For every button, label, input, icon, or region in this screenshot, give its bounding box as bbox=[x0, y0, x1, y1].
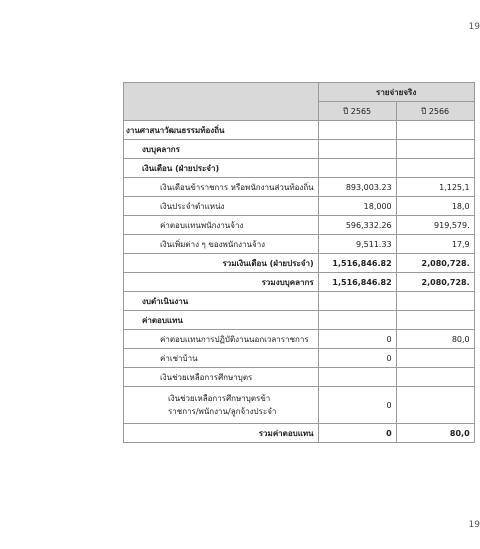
header-actual-expenditure: รายจ่ายจริง bbox=[318, 83, 474, 102]
row-label: เงินช่วยเหลือการศึกษาบุตร bbox=[124, 368, 319, 387]
value-2566: 18,0 bbox=[396, 197, 474, 216]
value-2566 bbox=[396, 368, 474, 387]
table-row bbox=[124, 159, 475, 178]
row-label: งานศาสนาวัฒนธรรมท้องถิ่น bbox=[124, 121, 319, 140]
table-row bbox=[124, 368, 475, 387]
value-2566 bbox=[396, 311, 474, 330]
value-2566: 17,9 bbox=[396, 235, 474, 254]
value-2565 bbox=[318, 159, 396, 178]
row-label: เงินเดือนข้าราชการ หรือพนักงานส่วนท้องถิ่น bbox=[124, 178, 319, 197]
row-label: รวมค่าตอบแทน bbox=[124, 424, 319, 443]
row-label: เงินประจำตำแหน่ง bbox=[124, 197, 319, 216]
row-label bbox=[124, 387, 319, 424]
value-2565: 0 bbox=[318, 387, 396, 424]
row-label: เงินเดือน (ฝ่ายประจำ) bbox=[124, 159, 319, 178]
table-row bbox=[124, 292, 475, 311]
value-2565 bbox=[318, 311, 396, 330]
value-2566: 1,125,1 bbox=[396, 178, 474, 197]
header-year-2565: ปี 2565 bbox=[318, 102, 396, 121]
value-2565: 18,000 bbox=[318, 197, 396, 216]
value-2565: 1,516,846.82 bbox=[318, 254, 396, 273]
page-number-bottom: 19 bbox=[468, 520, 480, 530]
value-2565 bbox=[318, 121, 396, 140]
value-2566 bbox=[396, 159, 474, 178]
value-2566: 2,080,728. bbox=[396, 254, 474, 273]
value-2566 bbox=[396, 349, 474, 368]
value-2566 bbox=[396, 292, 474, 311]
value-2565 bbox=[318, 292, 396, 311]
row-label: รวมงบบุคลากร bbox=[124, 273, 319, 292]
table-row bbox=[124, 349, 475, 368]
value-2566 bbox=[396, 140, 474, 159]
row-label: ค่าเช่าบ้าน bbox=[124, 349, 319, 368]
row-label: รวมเงินเดือน (ฝ่ายประจำ) bbox=[124, 254, 319, 273]
header-row-group bbox=[124, 83, 475, 102]
table-row bbox=[124, 311, 475, 330]
table-row bbox=[124, 216, 475, 235]
table-row bbox=[124, 140, 475, 159]
value-2565 bbox=[318, 368, 396, 387]
value-2566: 919,579. bbox=[396, 216, 474, 235]
value-2566 bbox=[396, 387, 474, 424]
subtotal-row bbox=[124, 254, 475, 273]
table-row bbox=[124, 121, 475, 140]
row-label: ค่าตอบแทนพนักงานจ้าง bbox=[124, 216, 319, 235]
table-row bbox=[124, 235, 475, 254]
value-2565: 0 bbox=[318, 330, 396, 349]
row-label: งบบุคลากร bbox=[124, 140, 319, 159]
header-blank-cell bbox=[124, 83, 319, 121]
value-2566 bbox=[396, 121, 474, 140]
value-2565: 1,516,846.82 bbox=[318, 273, 396, 292]
budget-table bbox=[123, 82, 475, 443]
header-year-2566: ปี 2566 bbox=[396, 102, 474, 121]
row-label: เงินเพิ่มต่าง ๆ ของพนักงานจ้าง bbox=[124, 235, 319, 254]
value-2566: 80,0 bbox=[396, 330, 474, 349]
value-2565: 9,511.33 bbox=[318, 235, 396, 254]
row-label-line-2: ราชการ/พนักงาน/ลูกจ้างประจำ bbox=[168, 407, 277, 416]
table-row bbox=[124, 178, 475, 197]
row-label-line-1: เงินช่วยเหลือการศึกษาบุตรข้า bbox=[168, 394, 271, 403]
page-number-top: 19 bbox=[468, 22, 480, 32]
value-2566: 80,0 bbox=[396, 424, 474, 443]
value-2565 bbox=[318, 140, 396, 159]
table-row bbox=[124, 197, 475, 216]
value-2565: 596,332.26 bbox=[318, 216, 396, 235]
row-label: ค่าตอบแทน bbox=[124, 311, 319, 330]
value-2565: 893,003.23 bbox=[318, 178, 396, 197]
subtotal-row bbox=[124, 424, 475, 443]
row-label: งบดำเนินงาน bbox=[124, 292, 319, 311]
subtotal-row bbox=[124, 273, 475, 292]
table-row bbox=[124, 387, 475, 424]
value-2565: 0 bbox=[318, 424, 396, 443]
row-label: ค่าตอบแทนการปฏิบัติงานนอกเวลาราชการ bbox=[124, 330, 319, 349]
table-row bbox=[124, 330, 475, 349]
value-2566: 2,080,728. bbox=[396, 273, 474, 292]
value-2565: 0 bbox=[318, 349, 396, 368]
